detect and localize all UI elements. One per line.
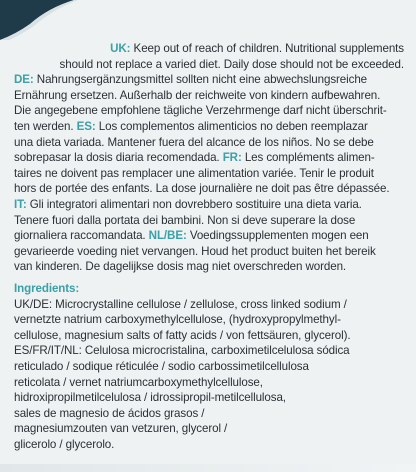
- lang-code-fr: FR:: [222, 151, 242, 165]
- warning-it-line-2: Tenere fuori dalla portata dei bambini. Non si deve superare la dose: [14, 213, 356, 227]
- warning-nl-line-3: van kinderen. De dagelijkse dosis mag niet overschreden worden.: [14, 260, 347, 274]
- lang-code-de: DE:: [14, 73, 34, 87]
- ingredients-line: cellulose, magnesium salts of fatty acids / von fettsäuren, glycerol).: [14, 328, 351, 342]
- corner-decoration: [0, 0, 80, 40]
- warning-de-line-2: Ernährung ersetzen. Außerhalb der reichweite von kindern aufbewahren.: [14, 88, 381, 102]
- lang-code-es: ES:: [76, 119, 96, 133]
- ingredients-line: ES/FR/IT/NL: Celulosa microcristalina, carboximetilcelulosa sódica: [14, 344, 350, 358]
- lang-code-nlbe: NL/BE:: [148, 229, 187, 243]
- warning-de-line-1: DE: Nahrungsergänzungsmittel sollten nicht eine abwechslungsreiche: [14, 73, 368, 87]
- warning-fr-line-3: hors de portée des enfants. La dose journalière ne doit pas être dépassée.: [14, 182, 390, 196]
- lang-code-it: IT:: [14, 197, 27, 211]
- warning-uk-line-1: UK: Keep out of reach of children. Nutritional supplements: [110, 42, 404, 55]
- warning-uk-line-2: should not replace a varied diet. Daily dose should not be exceeded.: [59, 57, 404, 71]
- warning-fr-line-2: taires ne doivent pas remplacer une alimentation variée. Tenir le produit: [14, 166, 374, 180]
- warning-es-line-2: una dieta variada. Mantener fuera del alcance de los niños. No se debe: [14, 135, 374, 149]
- ingredients-line: hidroxipropilmetilcelulosa / idrossipropil-metilcellulosa,: [14, 391, 286, 405]
- bottom-edge-shading: [0, 464, 416, 472]
- ingredients-line: sales de magnesio de ácidos grasos /: [14, 406, 205, 420]
- warning-it-line-1: IT: Gli integratori alimentari non dovrebbero sostituire una dieta varia.: [14, 197, 362, 211]
- ingredients-line: reticolata / vernet natriumcarboxymethylcellulose,: [14, 375, 263, 389]
- ingredients-line: magnesiumzouten van vetzuren, glycerol /: [14, 422, 228, 436]
- warning-de-line-3: Die angegebene empfohlene tägliche Verzehrmenge darf nicht überschrit-: [14, 104, 387, 118]
- warning-de-es-line: ten werden. ES: Los complementos alimenticios no deben reemplazar: [14, 119, 368, 133]
- ingredients-line: glicerolo / glycerolo.: [14, 437, 115, 451]
- ingredients-heading: Ingredients:: [14, 282, 80, 295]
- warning-it-nl-line: giornaliera raccomandata. NL/BE: Voedingssupplementen mogen een: [14, 229, 369, 243]
- warning-es-fr-line: sobrepasar la dosis diaria recomendada. FR: Les compléments alimen-: [14, 151, 375, 165]
- ingredients-line: UK/DE: Microcrystalline cellulose / zellulose, cross linked sodium /: [14, 297, 347, 311]
- lang-code-uk: UK:: [110, 42, 131, 55]
- ingredients-block: [14, 281, 404, 453]
- ingredients-line: vernetzte natrium carboxymethylcellulose, (hydroxypropylmethyl-: [14, 313, 341, 327]
- warnings-block: [14, 41, 404, 275]
- ingredients-line: reticulado / sodique réticulée / sodio carbossimetilcellulosa: [14, 359, 309, 373]
- warning-nl-line-2: gevarieerde voeding niet vervangen. Houd het product buiten het bereik: [14, 244, 376, 258]
